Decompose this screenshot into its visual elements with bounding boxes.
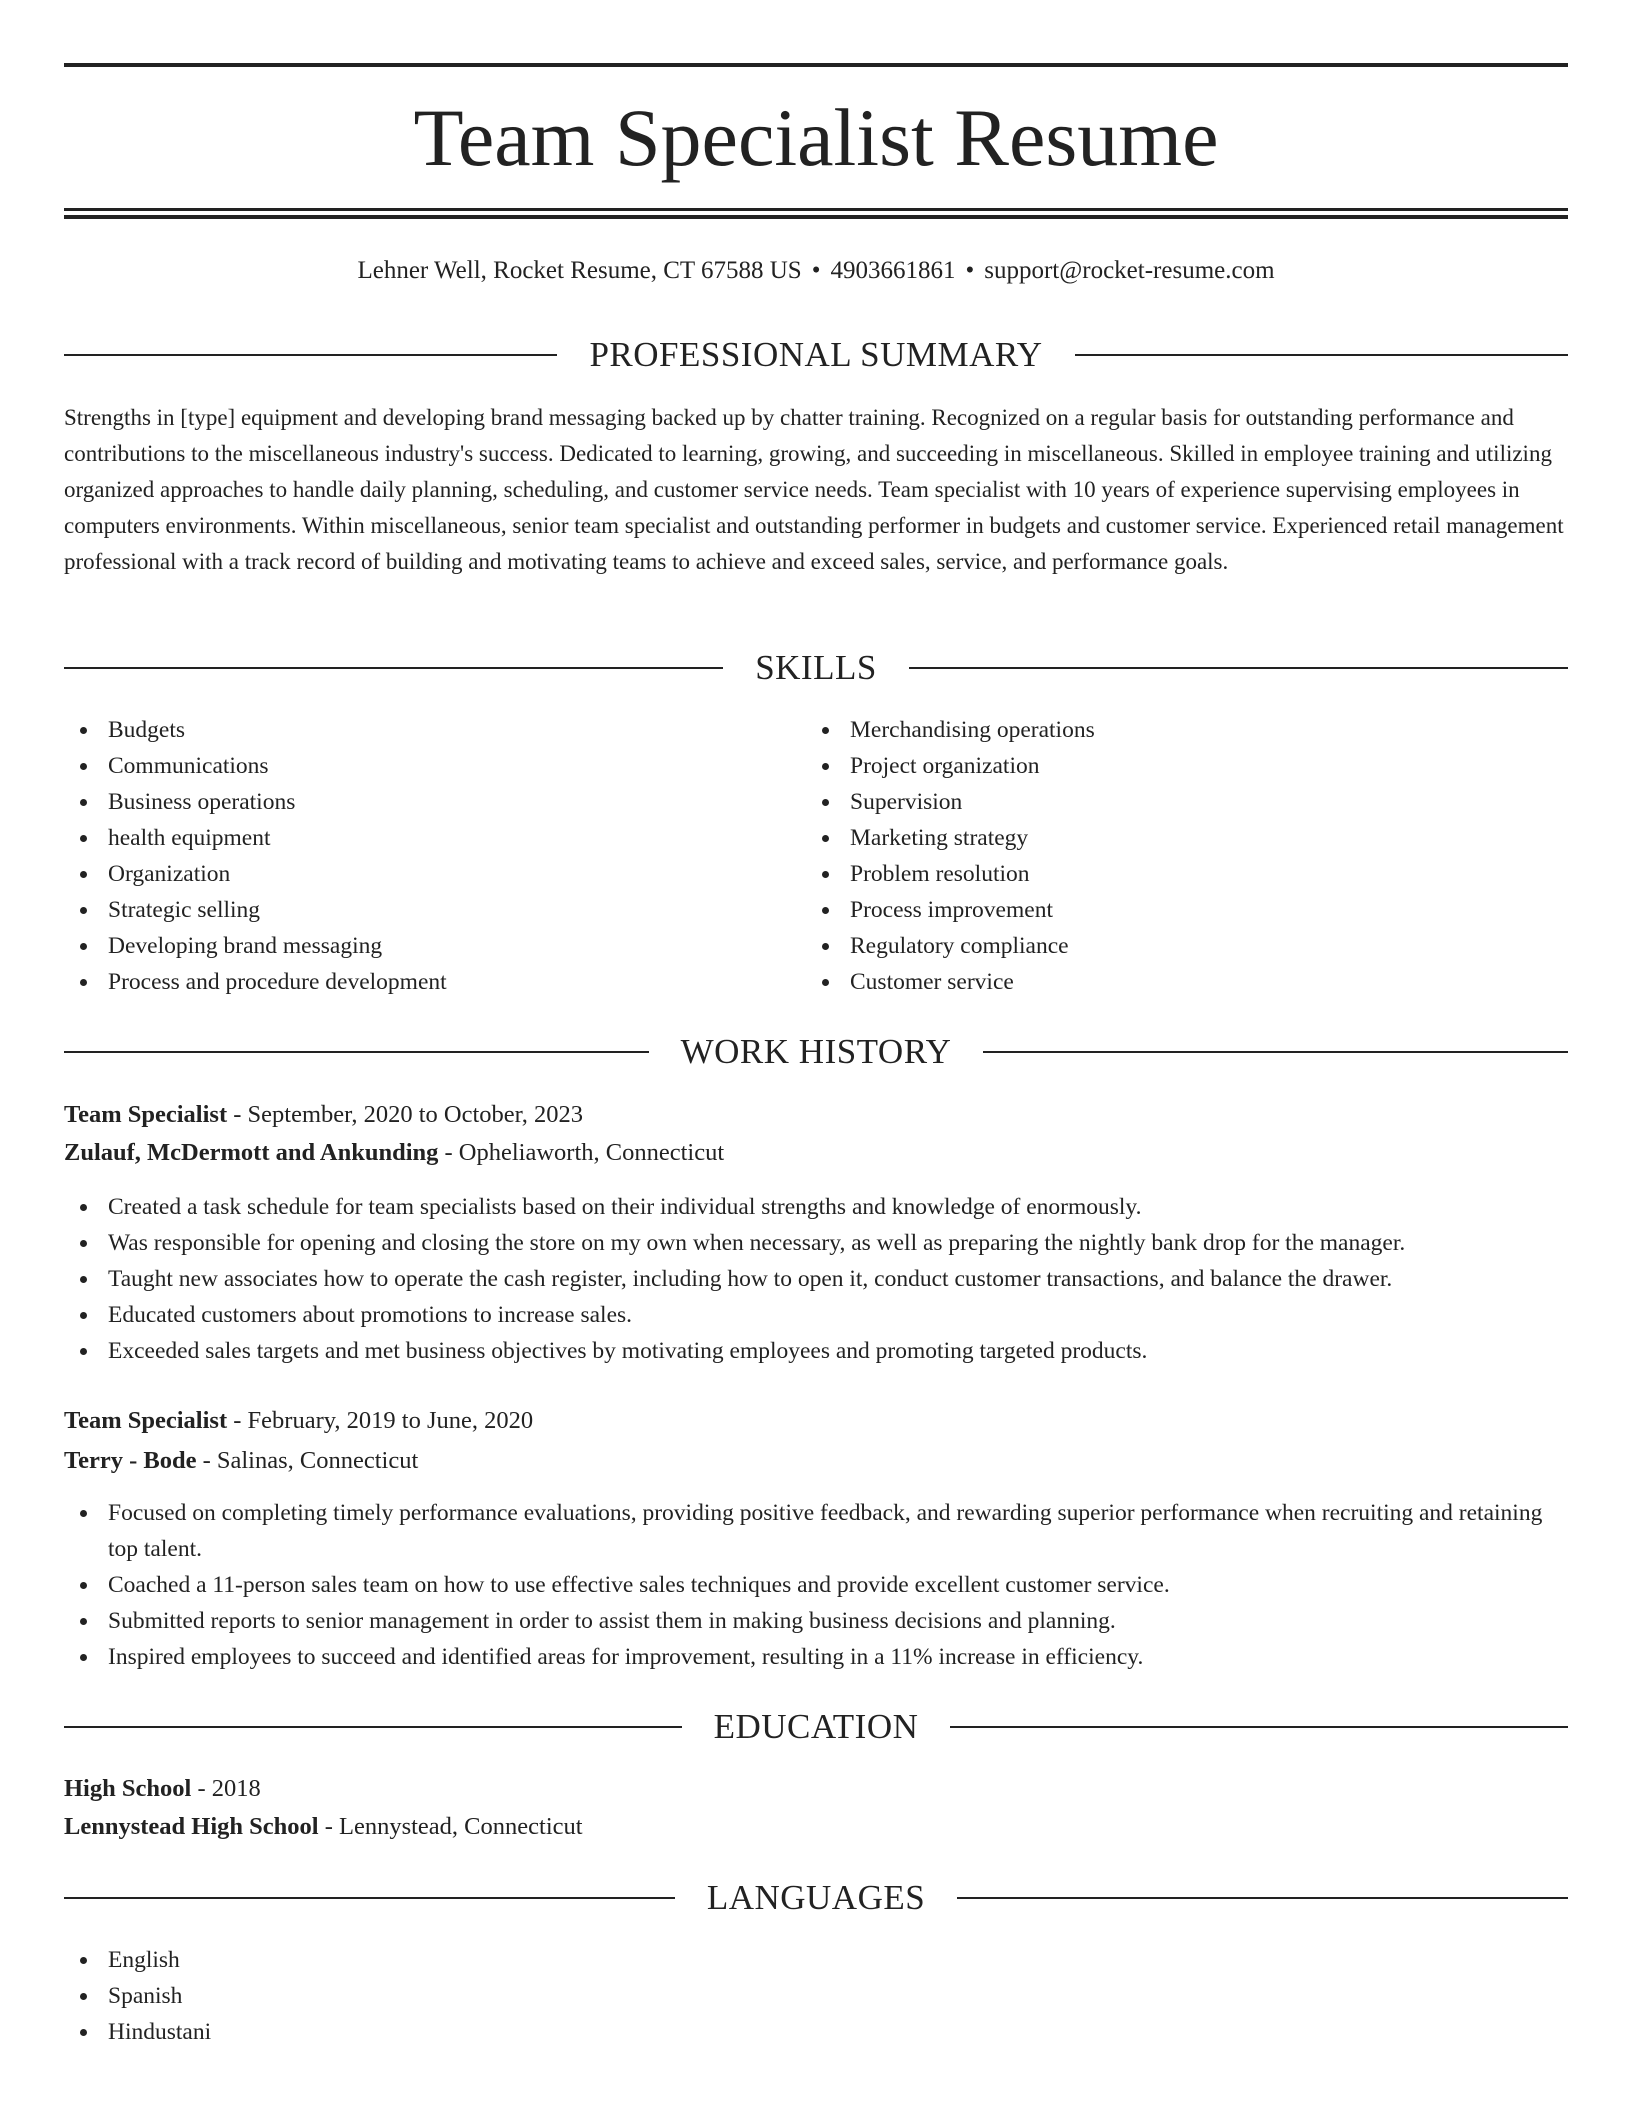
skill-item: Process improvement	[806, 892, 1506, 928]
skill-item: Marketing strategy	[806, 820, 1506, 856]
job-bullet: Exceeded sales targets and met business objectives by motivating employees and promoting targeted products.	[64, 1333, 1568, 1369]
education-school-line	[64, 1808, 1568, 1846]
skill-item: Developing brand messaging	[64, 928, 764, 964]
skill-item: Problem resolution	[806, 856, 1506, 892]
divider-line	[909, 667, 1568, 669]
divider-line	[983, 1051, 1568, 1053]
job-bullet: Taught new associates how to operate the cash register, including how to open it, conduct customer transactions, and balance the drawer.	[64, 1261, 1568, 1297]
job-dates: - September, 2020 to October, 2023	[227, 1101, 584, 1128]
divider-line	[950, 1726, 1568, 1728]
contact-address: Lehner Well, Rocket Resume, CT 67588 US	[357, 257, 802, 284]
skill-item: Strategic selling	[64, 892, 764, 928]
language-item: Hindustani	[64, 2014, 1568, 2050]
job-bullet: Educated customers about promotions to increase sales.	[64, 1297, 1568, 1333]
skill-item: Supervision	[806, 784, 1506, 820]
section-title-skills: SKILLS	[755, 648, 877, 687]
skill-item: Organization	[64, 856, 764, 892]
resume-title: Team Specialist Resume	[413, 92, 1219, 183]
skill-item: Merchandising operations	[806, 712, 1506, 748]
job-bullet: Focused on completing timely performance evaluations, providing positive feedback, and rewarding superior performance when recruiting and retaining top talent.	[64, 1495, 1568, 1567]
divider-line	[64, 1726, 682, 1728]
job-location: - Opheliaworth, Connecticut	[438, 1139, 725, 1166]
section-title-work: WORK HISTORY	[680, 1032, 952, 1071]
skill-item: Regulatory compliance	[806, 928, 1506, 964]
job-company: Zulauf, McDermott and Ankunding	[64, 1139, 439, 1166]
job-company-line	[64, 1442, 1568, 1480]
contact-phone: 4903661861	[830, 257, 956, 284]
contact-separator: •	[965, 257, 975, 284]
contact-line	[64, 254, 1568, 288]
contact-separator: •	[811, 257, 821, 284]
skills-list-right	[806, 712, 1506, 1000]
language-item: English	[64, 1942, 1568, 1978]
skill-item: health equipment	[64, 820, 764, 856]
section-title-languages: LANGUAGES	[706, 1878, 926, 1917]
education-year: - 2018	[191, 1775, 261, 1802]
job-bullet: Created a task schedule for team specialists based on their individual strengths and knowledge of enormously.	[64, 1189, 1568, 1225]
languages-list	[64, 1942, 1568, 2050]
job-bullet: Was responsible for opening and closing the store on my own when necessary, as well as preparing the nightly bank drop for the manager.	[64, 1225, 1568, 1261]
contact-email: support@rocket-resume.com	[984, 257, 1275, 284]
job-title-line	[64, 1096, 1568, 1134]
job-title: Team Specialist	[64, 1407, 228, 1434]
job-dates: - February, 2019 to June, 2020	[227, 1407, 534, 1434]
section-header-skills	[64, 646, 1568, 690]
education-degree-line	[64, 1770, 1568, 1808]
skill-item: Process and procedure development	[64, 964, 764, 1000]
education-location: - Lennystead, Connecticut	[318, 1813, 583, 1840]
job-bullet: Coached a 11-person sales team on how to use effective sales techniques and provide excellent customer service.	[64, 1567, 1568, 1603]
job-bullet: Inspired employees to succeed and identified areas for improvement, resulting in a 11% increase in efficiency.	[64, 1639, 1568, 1675]
skills-list-left	[64, 712, 764, 1000]
job-company-line	[64, 1134, 1568, 1172]
job-bullets	[64, 1189, 1568, 1369]
divider-line	[64, 354, 557, 356]
section-title-education: EDUCATION	[713, 1707, 919, 1746]
section-title-summary: PROFESSIONAL SUMMARY	[589, 335, 1043, 374]
skill-item: Business operations	[64, 784, 764, 820]
job-title: Team Specialist	[64, 1101, 228, 1128]
section-header-languages	[64, 1876, 1568, 1920]
job-location: - Salinas, Connecticut	[196, 1447, 419, 1474]
education-degree: High School	[64, 1775, 192, 1802]
divider-line	[64, 1897, 675, 1899]
divider-line	[64, 667, 723, 669]
skill-item: Budgets	[64, 712, 764, 748]
header-double-rule-lower	[64, 215, 1568, 219]
section-header-work	[64, 1030, 1568, 1074]
divider-line	[64, 1051, 649, 1053]
divider-line	[957, 1897, 1568, 1899]
section-header-education	[64, 1705, 1568, 1749]
job-company: Terry - Bode	[64, 1447, 197, 1474]
header-top-rule	[64, 63, 1568, 67]
job-title-line	[64, 1402, 1568, 1440]
job-bullets	[64, 1495, 1568, 1675]
language-item: Spanish	[64, 1978, 1568, 2014]
header-double-rule-upper	[64, 208, 1568, 211]
section-header-summary	[64, 333, 1568, 377]
divider-line	[1075, 354, 1568, 356]
skill-item: Communications	[64, 748, 764, 784]
skill-item: Project organization	[806, 748, 1506, 784]
summary-paragraph: Strengths in [type] equipment and developing brand messaging backed up by chatter training. Recognized on a regular basis for outstanding performance and contributions to the miscellaneous industry's success. Dedicated to learning, growing, and succeeding in miscellaneous. Skilled in employee training and utilizing organized approaches to handle daily planning, scheduling, and customer service needs. Team specialist with 10 years of experience supervising employees in computers environments. Within miscellaneous, senior team specialist and outstanding performer in budgets and customer service. Experienced retail management professional with a track record of building and motivating teams to achieve and exceed sales, service, and performance goals.	[64, 405, 1564, 574]
education-school: Lennystead High School	[64, 1813, 319, 1840]
job-bullet: Submitted reports to senior management in order to assist them in making business decisions and planning.	[64, 1603, 1568, 1639]
skill-item: Customer service	[806, 964, 1506, 1000]
